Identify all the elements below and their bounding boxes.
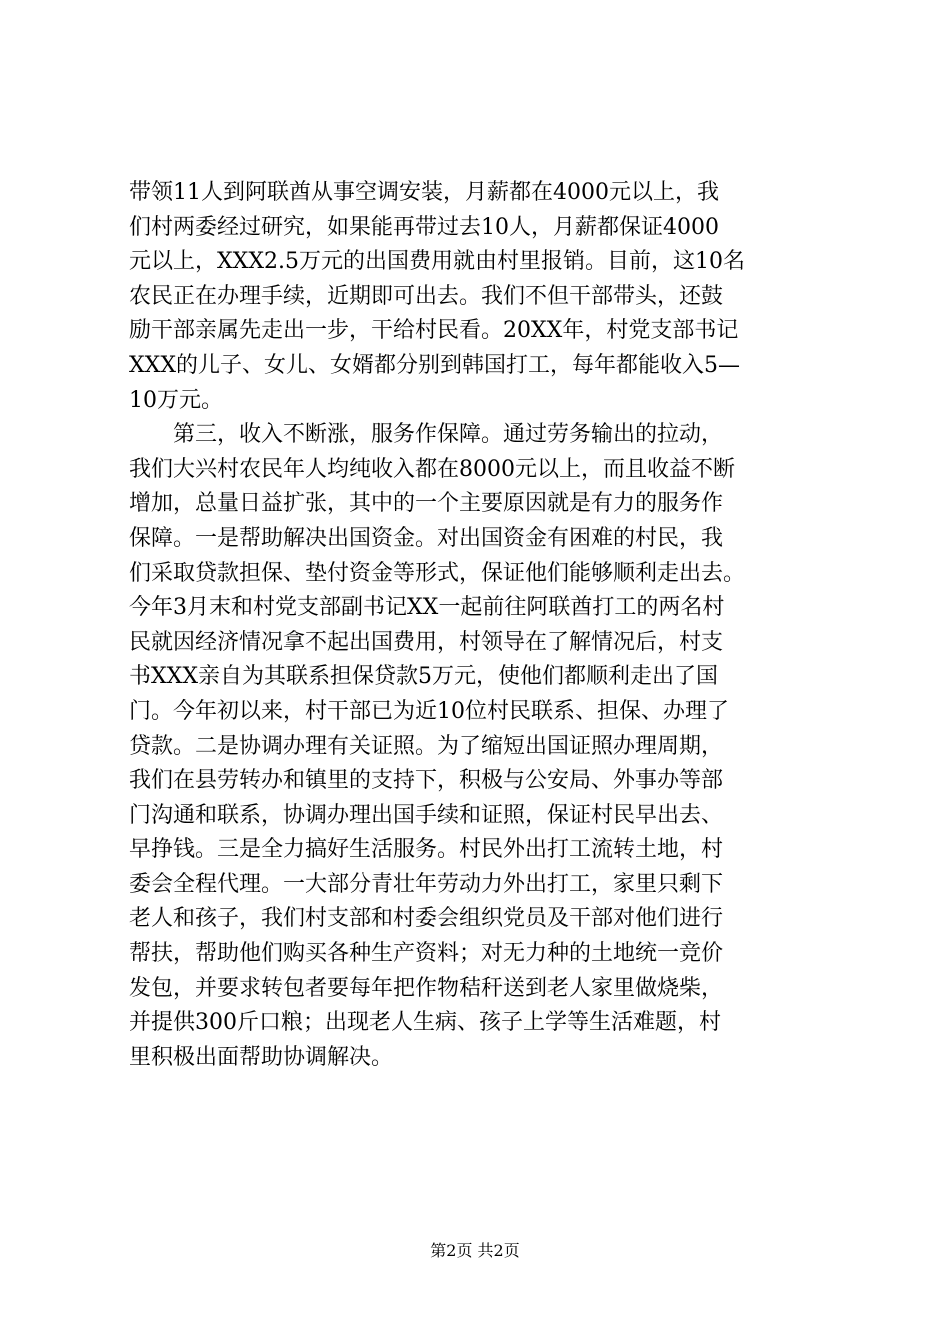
text-line: 委会全程代理。一大部分青壮年劳动力外出打工，家里只剩下 — [129, 871, 724, 897]
text-line: 10万元。 — [129, 387, 223, 413]
text-line: 书XXX亲自为其联系担保贷款5万元，使他们都顺利走出了国 — [129, 664, 718, 690]
text-line: 帮扶，帮助他们购买各种生产资料；对无力种的土地统一竞价 — [129, 941, 724, 967]
text-line: 第三，收入不断涨，服务作保障。通过劳务输出的拉动， — [129, 422, 724, 448]
text-line: 农民正在办理手续，近期即可出去。我们不但干部带头，还鼓 — [129, 283, 724, 309]
text-line: 今年3月末和村党支部副书记XX一起前往阿联酋打工的两名村 — [129, 595, 725, 621]
text-line: 我们在县劳转办和镇里的支持下，积极与公安局、外事办等部 — [129, 768, 724, 794]
text-line: 带领11人到阿联酋从事空调安装，月薪都在4000元以上，我 — [129, 180, 719, 205]
text-line: 门沟通和联系，协调办理出国手续和证照，保证村民早出去、 — [129, 802, 724, 828]
text-line: 并提供300斤口粮；出现老人生病、孩子上学等生活难题，村 — [129, 1010, 721, 1036]
text-line: 增加，总量日益扩张，其中的一个主要原因就是有力的服务作 — [129, 491, 724, 517]
body-text — [129, 176, 829, 1075]
page-footer: 第2页 共2页 — [430, 1241, 520, 1260]
text-line: 贷款。二是协调办理有关证照。为了缩短出国证照办理周期， — [129, 733, 724, 759]
text-line: 里积极出面帮助协调解决。 — [129, 1044, 394, 1070]
text-line: 民就因经济情况拿不起出国费用，村领导在了解情况后，村支 — [129, 629, 724, 655]
text-line: 励干部亲属先走出一步，干给村民看。20XX年，村党支部书记 — [129, 318, 739, 344]
text-line: 发包，并要求转包者要每年把作物秸秆送到老人家里做烧柴， — [129, 975, 724, 1001]
text-line: 保障。一是帮助解决出国资金。对出国资金有困难的村民，我 — [129, 525, 724, 551]
text-line: 们村两委经过研究，如果能再带过去10人，月薪都保证4000 — [129, 214, 719, 240]
text-line: 门。今年初以来，村干部已为近10位村民联系、担保、办理了 — [129, 698, 729, 724]
text-line: 元以上，XXX2.5万元的出国费用就由村里报销。目前，这10名 — [129, 249, 745, 275]
text-line: 我们大兴村农民年人均纯收入都在8000元以上，而且收益不断 — [129, 456, 735, 482]
text-line: 老人和孩子，我们村支部和村委会组织党员及干部对他们进行 — [129, 906, 724, 932]
text-line: 们采取贷款担保、垫付资金等形式，保证他们能够顺利走出去。 — [129, 560, 746, 586]
text-line: XXX的儿子、女儿、女婿都分别到韩国打工，每年都能收入5— — [129, 352, 740, 378]
text-line: 早挣钱。三是全力搞好生活服务。村民外出打工流转土地，村 — [129, 837, 724, 863]
